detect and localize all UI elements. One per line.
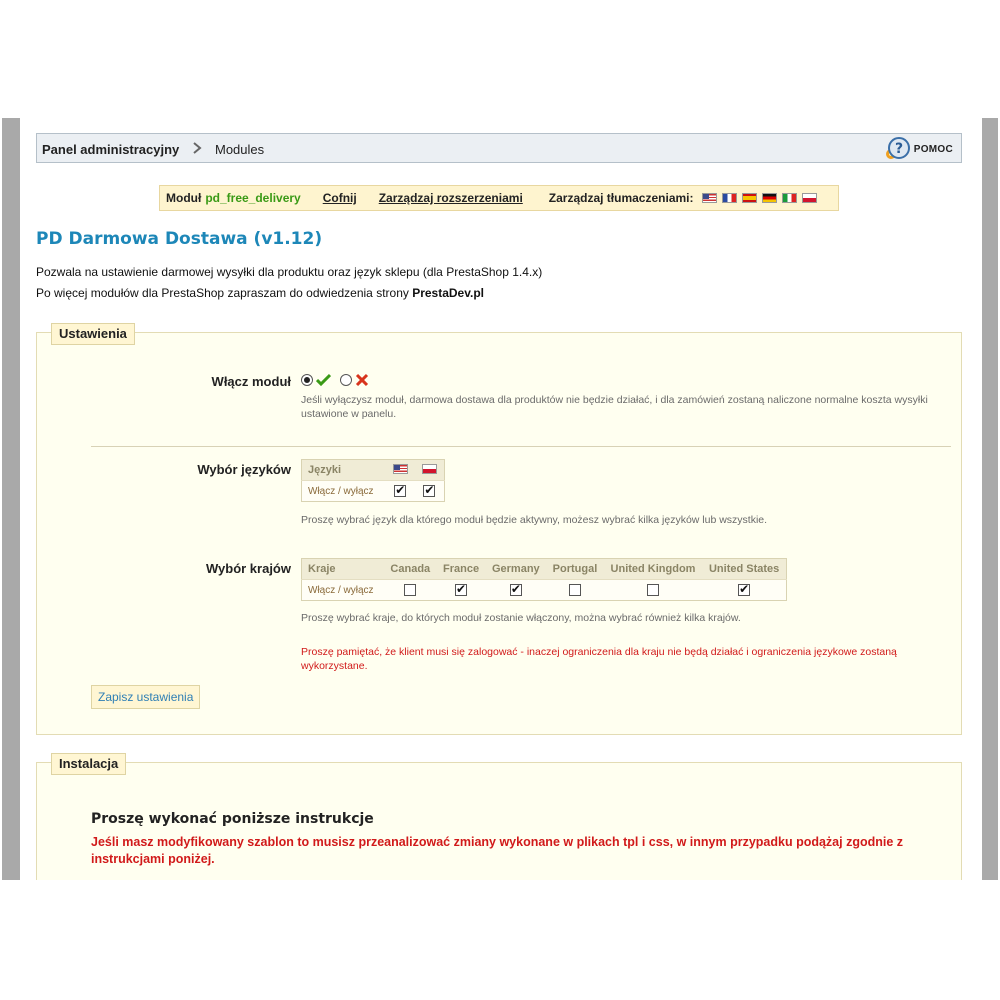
breadcrumb-home[interactable]: Panel administracyjny (42, 142, 180, 157)
es-flag-icon[interactable] (742, 193, 757, 203)
country-col-uk: United Kingdom (604, 559, 703, 580)
back-link[interactable]: Cofnij (322, 191, 357, 205)
us-flag-icon (393, 464, 408, 474)
us-flag-icon[interactable] (702, 193, 717, 203)
country-canada-cell (384, 580, 437, 601)
enable-off-radio[interactable] (340, 374, 352, 386)
enable-module-label: Włącz moduł (211, 374, 291, 389)
settings-legend: Ustawienia (51, 323, 135, 345)
svg-text:?: ? (894, 141, 903, 157)
manage-extensions-link[interactable]: Zarządzaj rozszerzeniami (378, 191, 523, 205)
pl-flag-icon[interactable] (802, 193, 817, 203)
country-col-canada: Canada (384, 559, 437, 580)
breadcrumb (36, 133, 962, 163)
de-flag-icon[interactable] (762, 193, 777, 203)
enable-on-radio[interactable] (301, 374, 313, 386)
country-uk-checkbox[interactable] (647, 584, 659, 596)
lang-pl-checkbox[interactable] (423, 485, 435, 497)
help-label: POMOC (913, 143, 953, 155)
country-france-cell (437, 580, 486, 601)
fr-flag-icon[interactable] (722, 193, 737, 203)
language-hint: Proszę wybrać język dla którego moduł będzie aktywny, możesz wybrać kilka języków lub wszystkie. (301, 514, 768, 526)
login-warning: Proszę pamiętać, że klient musi się zalogować - inaczej ograniczenia dla kraju nie będą działać i ograniczenia językowe zostaną wykorzystane. (301, 646, 897, 672)
country-france-checkbox[interactable] (455, 584, 467, 596)
country-col-germany: Germany (485, 559, 546, 580)
country-col-us: United States (702, 559, 786, 580)
country-hint: Proszę wybrać kraje, do których moduł zostanie włączony, można wybrać również kilka krajów. (301, 612, 741, 624)
country-col-portugal: Portugal (546, 559, 604, 580)
section-divider (91, 446, 951, 447)
country-select-label: Wybór krajów (205, 561, 291, 576)
breadcrumb-current: Modules (215, 142, 265, 157)
country-germany-cell (485, 580, 546, 601)
language-header: Języki (302, 460, 386, 481)
module-toolbar (159, 185, 839, 211)
country-us-cell (702, 580, 786, 601)
lang-us-cell (386, 481, 415, 502)
module-name: pd_free_delivery (205, 191, 301, 205)
help-button[interactable] (883, 137, 953, 161)
lang-pl-cell (415, 481, 445, 502)
cross-icon (355, 373, 369, 387)
check-icon (316, 373, 331, 387)
language-table (301, 459, 445, 502)
pl-flag-icon (422, 464, 437, 474)
country-header: Kraje (302, 559, 385, 580)
enable-module-hint: Jeśli wyłączysz moduł, darmowa dostawa dla produktów nie będzie działać, i dla zamówień zostaną naliczone normalne koszta wysyłki ustawione w panelu. (301, 394, 928, 420)
language-row-label: Włącz / wyłącz (302, 481, 386, 502)
country-uk-cell (604, 580, 703, 601)
manage-translations-label: Zarządzaj tłumaczeniami: (548, 191, 694, 205)
it-flag-icon[interactable] (782, 193, 797, 203)
installation-warning: Jeśli masz modyfikowany szablon to musisz przeanalizować zmiany wykonane w plikach tpl i css, w innym przypadku podążaj zgodnie z instrukcjami poniżej. (91, 835, 904, 866)
admin-frame (2, 118, 998, 880)
country-col-france: France (437, 559, 486, 580)
country-row-label: Włącz / wyłącz (302, 580, 385, 601)
lang-us-checkbox[interactable] (394, 485, 406, 497)
country-portugal-checkbox[interactable] (569, 584, 581, 596)
page-title: PD Darmowa Dostawa (v1.12) (36, 229, 323, 249)
installation-legend: Instalacja (51, 753, 126, 775)
chevron-right-icon (190, 140, 204, 156)
country-germany-checkbox[interactable] (510, 584, 522, 596)
country-table (301, 558, 787, 601)
help-icon (883, 137, 911, 161)
installation-fieldset (36, 756, 962, 880)
module-promo (36, 286, 484, 300)
module-label: Moduł (166, 191, 202, 205)
language-select-label: Wybór języków (197, 462, 291, 477)
promo-link[interactable]: PrestaDev.pl (412, 286, 485, 300)
module-description: Pozwala na ustawienie darmowej wysyłki dla produktu oraz język sklepu (dla PrestaShop 1.4.x) (36, 265, 543, 279)
save-settings-button[interactable]: Zapisz ustawienia (91, 685, 200, 709)
country-canada-checkbox[interactable] (404, 584, 416, 596)
promo-text: Po więcej modułów dla PrestaShop zapraszam do odwiedzenia strony (36, 286, 413, 300)
lang-col-pl (415, 460, 445, 481)
country-us-checkbox[interactable] (738, 584, 750, 596)
lang-col-us (386, 460, 415, 481)
enable-module-options (301, 373, 369, 387)
installation-heading: Proszę wykonać poniższe instrukcje (91, 811, 374, 827)
country-portugal-cell (546, 580, 604, 601)
translation-flags (702, 193, 817, 203)
settings-fieldset (36, 326, 962, 735)
